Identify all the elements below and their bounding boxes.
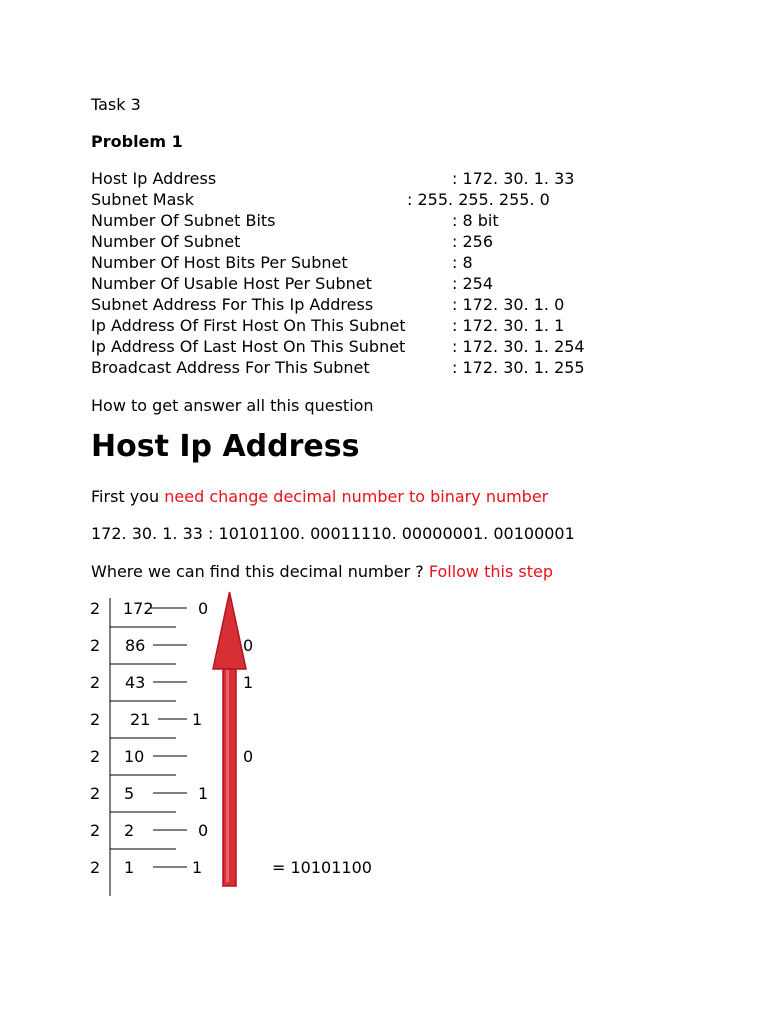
row-value: : 172. 30. 1. 1	[452, 316, 565, 335]
step-divisor: 2	[90, 599, 101, 618]
up-arrow-icon	[213, 592, 246, 669]
row-value: : 254	[452, 274, 494, 293]
row-value: : 172. 30. 1. 33	[452, 169, 575, 188]
section-heading: Host Ip Address	[91, 429, 360, 464]
row-label: Host Ip Address	[91, 169, 217, 188]
step-quotient: 1	[124, 858, 135, 877]
row-label: Number Of Usable Host Per Subnet	[91, 274, 372, 293]
row-label: Number Of Subnet Bits	[91, 211, 276, 230]
step-divisor: 2	[90, 673, 101, 692]
row-value: : 172. 30. 1. 0	[452, 295, 565, 314]
step-divisor: 2	[90, 858, 101, 877]
row-label: Ip Address Of Last Host On This Subnet	[91, 337, 406, 356]
step-remainder: 1	[198, 784, 209, 803]
instruction-prefix: First you	[91, 487, 165, 506]
question-prefix: Where we can find this decimal number ?	[91, 562, 429, 581]
step-divisor: 2	[90, 821, 101, 840]
step-quotient: 5	[124, 784, 135, 803]
instruction-highlight: need change decimal number to binary number	[164, 487, 549, 506]
step-quotient: 86	[125, 636, 146, 655]
step-quotient: 2	[124, 821, 135, 840]
row-value: : 172. 30. 1. 255	[452, 358, 585, 377]
problem-title: Problem 1	[91, 132, 183, 151]
question-highlight: Follow this step	[428, 562, 553, 581]
row-label: Subnet Mask	[91, 190, 195, 209]
row-value: : 8 bit	[452, 211, 499, 230]
row-value: : 256	[452, 232, 494, 251]
step-remainder: 1	[192, 710, 203, 729]
step-quotient: 21	[130, 710, 151, 729]
step-remainder: 0	[198, 821, 209, 840]
arrow-shaft	[223, 668, 236, 886]
step-divisor: 2	[90, 636, 101, 655]
step-remainder: 0	[243, 636, 254, 655]
row-value: : 255. 255. 255. 0	[407, 190, 550, 209]
row-label: Ip Address Of First Host On This Subnet	[91, 316, 406, 335]
step-divisor: 2	[90, 784, 101, 803]
arrow-shaft-highlight	[226, 670, 229, 882]
binary-result: = 10101100	[272, 858, 372, 877]
howto-text: How to get answer all this question	[91, 396, 374, 415]
step-divisor: 2	[90, 747, 101, 766]
task-label: Task 3	[91, 95, 141, 114]
binary-conversion-line: 172. 30. 1. 33 : 10101100. 00011110. 00000001. 00100001	[91, 524, 575, 543]
step-divisor: 2	[90, 710, 101, 729]
row-label: Subnet Address For This Ip Address	[91, 295, 374, 314]
row-label: Number Of Subnet	[91, 232, 241, 251]
step-remainder: 1	[243, 673, 254, 692]
row-label: Number Of Host Bits Per Subnet	[91, 253, 348, 272]
step-quotient: 43	[125, 673, 146, 692]
step-remainder: 0	[243, 747, 254, 766]
step-quotient: 172	[123, 599, 154, 618]
step-remainder: 0	[198, 599, 209, 618]
step-quotient: 10	[124, 747, 145, 766]
row-value: : 172. 30. 1. 254	[452, 337, 585, 356]
row-value: : 8	[452, 253, 473, 272]
step-remainder: 1	[192, 858, 203, 877]
row-label: Broadcast Address For This Subnet	[91, 358, 370, 377]
